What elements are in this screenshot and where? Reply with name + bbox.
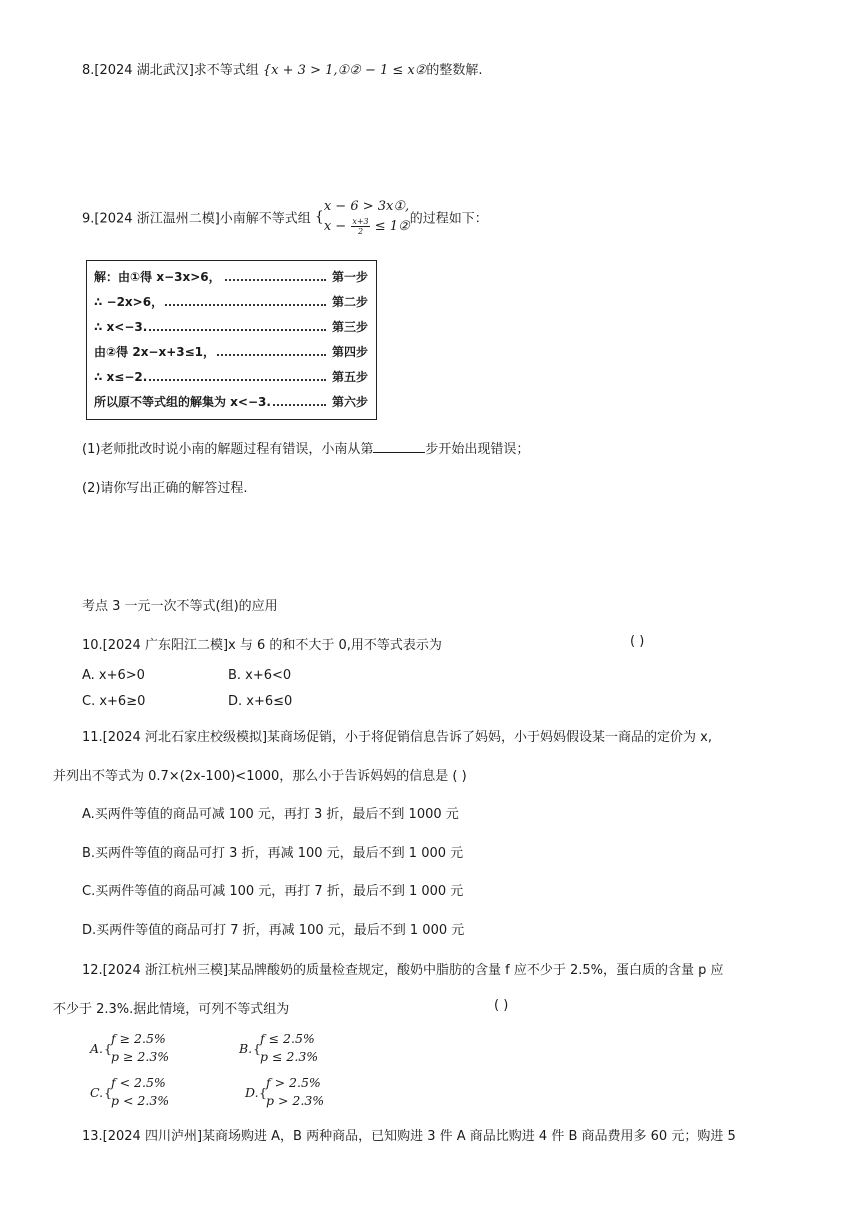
q8-system: {x + 3 > 1,①② − 1 ≤ x② — [262, 63, 427, 78]
q10-option-b[interactable]: B. x+6<0 — [228, 668, 292, 683]
q9-prefix: 9.[2024 浙江温州二模]小南解不等式组 — [82, 211, 315, 227]
q9-frac-den: 2 — [357, 227, 364, 236]
option-label: B. — [239, 1041, 253, 1056]
solution-step-6 — [94, 392, 368, 412]
brace-icon: { — [104, 1041, 112, 1056]
q8-suffix: 的整数解. — [426, 63, 483, 78]
question-9 — [82, 197, 488, 241]
option-row-2: p < 2.3% — [111, 1093, 170, 1108]
solution-text: ∴ x<−3. — [94, 317, 149, 337]
option-label: A. — [90, 1041, 104, 1056]
q9-system-row2 — [324, 217, 410, 237]
step-label: 第五步 — [328, 367, 368, 387]
solution-step-4 — [94, 342, 368, 362]
solution-step-3 — [94, 317, 368, 337]
step-label: 第二步 — [328, 292, 368, 312]
q12-answer-paren: ( ) — [494, 998, 509, 1013]
solution-text: 所以原不等式组的解集为 x<−3. — [94, 392, 273, 412]
q9-brace: { — [314, 209, 324, 225]
solution-text: ∴ x≤−2. — [94, 367, 149, 387]
q9-part1-text-b: 步开始出现错误； — [425, 442, 530, 457]
q8-prefix: 8.[2024 湖北武汉]求不等式组 — [82, 63, 263, 78]
q10-stem: 10.[2024 广东阳江二模]x 与 6 的和不大于 0,用不等式表示为 — [82, 638, 442, 653]
solution-step-1 — [94, 267, 368, 287]
q11-option-a[interactable]: A.买两件等值的商品可减 100 元，再打 3 折，最后不到 1000 元 — [82, 807, 459, 822]
solution-text: 由②得 2x−x+3≤1， — [94, 342, 217, 362]
solution-step-5 — [94, 367, 368, 387]
option-row-1: f ≤ 2.5% — [260, 1031, 315, 1046]
q13-line1: 13.[2024 四川泸州]某商场购进 A，B 两种商品，已知购进 3 件 A 商品比购进 4 件 B 商品费用多 60 元；购进 5 — [82, 1129, 736, 1144]
answer-blank[interactable] — [373, 440, 425, 453]
section-heading: 考点 3 一元一次不等式(组)的应用 — [82, 599, 278, 614]
q12-line2: 不少于 2.3%.据此情境，可列不等式组为 — [53, 1002, 290, 1017]
q9-part1-text-a: (1)老师批改时说小南的解题过程有错误，小南从第 — [82, 442, 374, 457]
q9-part1 — [82, 438, 529, 457]
q11-line1: 11.[2024 河北石家庄校级模拟]某商场促销，小于将促销信息告诉了妈妈，小于妈妈假设某一商品的定价为 x, — [82, 730, 712, 745]
q9-row2-left: x − — [323, 219, 351, 234]
step-label: 第四步 — [328, 342, 368, 362]
q10-answer-paren: ( ) — [630, 634, 645, 649]
q9-suffix: 的过程如下： — [409, 211, 488, 227]
q9-system-row1: x − 6 > 3x①, — [323, 199, 410, 214]
solution-step-2 — [94, 292, 368, 312]
step-label: 第三步 — [328, 317, 368, 337]
q10-option-a[interactable]: A. x+6>0 — [82, 668, 145, 683]
q11-option-c[interactable]: C.买两件等值的商品可减 100 元，再打 7 折，最后不到 1 000 元 — [82, 884, 464, 899]
q9-fraction — [351, 217, 369, 236]
q11-option-d[interactable]: D.买两件等值的商品可打 7 折，再减 100 元，最后不到 1 000 元 — [82, 923, 465, 938]
option-row-2: p > 2.3% — [266, 1093, 325, 1108]
solution-box — [86, 260, 377, 420]
q9-part2: (2)请你写出正确的解答过程. — [82, 481, 248, 496]
q10-option-d[interactable]: D. x+6≤0 — [228, 694, 293, 709]
option-row-1: f < 2.5% — [111, 1075, 166, 1090]
brace-icon: { — [104, 1085, 112, 1100]
option-row-2: p ≥ 2.3% — [111, 1049, 170, 1064]
q9-row2-right: ≤ 1② — [370, 219, 410, 234]
option-row-1: f > 2.5% — [266, 1075, 321, 1090]
option-row-2: p ≤ 2.3% — [260, 1049, 319, 1064]
step-label: 第六步 — [328, 392, 368, 412]
solution-text: ∴ −2x>6， — [94, 292, 165, 312]
q9-frac-num: x+3 — [352, 217, 369, 226]
option-row-1: f ≥ 2.5% — [111, 1031, 166, 1046]
step-label: 第一步 — [328, 267, 368, 287]
q11-line2: 并列出不等式为 0.7×(2x-100)<1000，那么小于告诉妈妈的信息是 ( ) — [53, 769, 467, 784]
q10-option-c[interactable]: C. x+6≥0 — [82, 694, 146, 709]
q11-option-b[interactable]: B.买两件等值的商品可打 3 折，再减 100 元，最后不到 1 000 元 — [82, 846, 464, 861]
brace-icon: { — [259, 1085, 267, 1100]
question-8 — [82, 59, 483, 78]
option-label: D. — [245, 1085, 259, 1100]
option-label: C. — [90, 1085, 104, 1100]
solution-text: 解：由①得 x−3x>6， — [94, 267, 223, 287]
q9-system — [324, 197, 410, 237]
q12-line1: 12.[2024 浙江杭州三模]某品牌酸奶的质量检查规定，酸奶中脂肪的含量 f 应不少于 2.5%，蛋白质的含量 p 应 — [82, 963, 724, 978]
brace-icon: { — [253, 1041, 261, 1056]
